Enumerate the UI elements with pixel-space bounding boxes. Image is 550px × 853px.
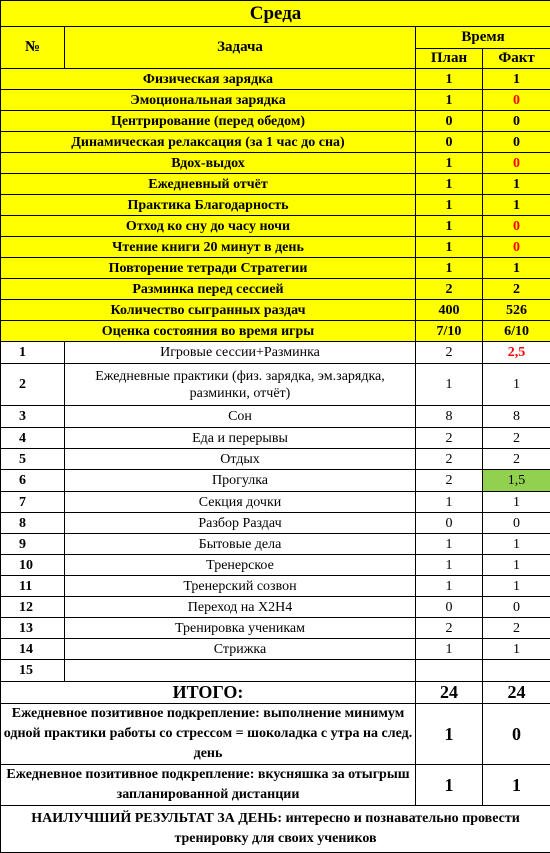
reinforcement-plan: 1: [416, 704, 483, 765]
practice-plan: 1: [416, 216, 483, 237]
practice-fact: 0: [483, 90, 550, 111]
practice-fact: 0: [483, 153, 550, 174]
time-row: [1, 428, 550, 449]
practice-row: [1, 216, 550, 237]
practice-task: Вдох-выдох: [1, 153, 416, 174]
time-row-plan: 1: [416, 492, 483, 513]
time-row-fact: 1: [483, 555, 550, 576]
time-row-fact: 2: [483, 449, 550, 470]
practice-plan: 0: [416, 111, 483, 132]
total-label: ИТОГО:: [1, 682, 416, 704]
time-row: [1, 660, 550, 682]
time-row-fact: 0: [483, 513, 550, 534]
practice-plan: 1: [416, 237, 483, 258]
practice-row: [1, 111, 550, 132]
practice-plan: 0: [416, 132, 483, 153]
time-row: [1, 597, 550, 618]
time-row-num: 11: [1, 576, 65, 597]
practice-row: [1, 300, 550, 321]
time-row-num: 2: [1, 364, 65, 406]
time-row: [1, 618, 550, 639]
practice-plan: 7/10: [416, 321, 483, 342]
time-row: [1, 406, 550, 428]
reinforcement-text: Ежедневное позитивное подкрепление: вкусняшка за отыгрыш запланированной дистанции: [1, 765, 416, 806]
practice-row: [1, 195, 550, 216]
time-row: [1, 576, 550, 597]
reinforcement-plan: 1: [416, 765, 483, 806]
time-row-task: Секция дочки: [65, 492, 416, 513]
time-row: [1, 342, 550, 364]
time-row-fact: 1,5: [483, 470, 550, 492]
time-row-task: Разбор Раздач: [65, 513, 416, 534]
time-row-plan: [416, 660, 483, 682]
reinforcement-row: [1, 765, 550, 806]
time-row-num: 13: [1, 618, 65, 639]
time-row-task: Еда и перерывы: [65, 428, 416, 449]
total-fact: 24: [483, 682, 550, 704]
time-row-num: 1: [1, 342, 65, 364]
time-row-task: Стрижка: [65, 639, 416, 660]
time-row: [1, 492, 550, 513]
practice-plan: 1: [416, 153, 483, 174]
practice-plan: 1: [416, 174, 483, 195]
time-row-fact: 0: [483, 597, 550, 618]
time-row-num: 3: [1, 406, 65, 428]
practice-plan: 1: [416, 90, 483, 111]
time-row-num: 8: [1, 513, 65, 534]
time-row-task: Сон: [65, 406, 416, 428]
practice-fact: 0: [483, 237, 550, 258]
practice-fact: 0: [483, 216, 550, 237]
time-row-plan: 1: [416, 364, 483, 406]
practice-fact: 1: [483, 174, 550, 195]
time-row-plan: 0: [416, 513, 483, 534]
time-row-task: [65, 660, 416, 682]
time-row: [1, 555, 550, 576]
time-row-plan: 2: [416, 618, 483, 639]
time-row-num: 7: [1, 492, 65, 513]
time-row-fact: 2: [483, 428, 550, 449]
practice-fact: 1: [483, 258, 550, 279]
time-row-task: Бытовые дела: [65, 534, 416, 555]
time-row-fact: 2,5: [483, 342, 550, 364]
header-num: №: [1, 27, 65, 69]
time-row-plan: 1: [416, 576, 483, 597]
time-row-plan: 1: [416, 534, 483, 555]
time-row-task: Прогулка: [65, 470, 416, 492]
time-row-num: 5: [1, 449, 65, 470]
time-row-plan: 2: [416, 342, 483, 364]
time-row-plan: 1: [416, 555, 483, 576]
practice-fact: 0: [483, 132, 550, 153]
time-row-num: 15: [1, 660, 65, 682]
practice-task: Отход ко сну до часу ночи: [1, 216, 416, 237]
time-row-task: Ежедневные практики (физ. зарядка, эм.зарядка, разминки, отчёт): [65, 364, 416, 406]
practice-task: Практика Благодарность: [1, 195, 416, 216]
time-row-task: Отдых: [65, 449, 416, 470]
time-row-num: 14: [1, 639, 65, 660]
time-row-task: Тренерское: [65, 555, 416, 576]
practice-row: [1, 174, 550, 195]
practice-task: Чтение книги 20 минут в день: [1, 237, 416, 258]
practice-fact: 1: [483, 69, 550, 90]
time-row-plan: 2: [416, 449, 483, 470]
time-row-plan: 2: [416, 428, 483, 449]
practice-plan: 1: [416, 195, 483, 216]
total-plan: 24: [416, 682, 483, 704]
practice-row: [1, 132, 550, 153]
practice-plan: 1: [416, 258, 483, 279]
reinforcement-fact: 1: [483, 765, 550, 806]
practice-fact: 1: [483, 195, 550, 216]
practice-row: [1, 153, 550, 174]
time-row-num: 9: [1, 534, 65, 555]
time-row-fact: 1: [483, 492, 550, 513]
time-row-plan: 1: [416, 639, 483, 660]
practice-row: [1, 258, 550, 279]
reinforcement-text: Ежедневное позитивное подкрепление: выполнение минимум одной практики работы со стрессом = шоколадка с утра на след. день: [1, 704, 416, 765]
time-row-num: 12: [1, 597, 65, 618]
time-row-task: Игровые сессии+Разминка: [65, 342, 416, 364]
practice-fact: 526: [483, 300, 550, 321]
practice-task: Ежедневный отчёт: [1, 174, 416, 195]
practice-fact: 2: [483, 279, 550, 300]
practice-row: [1, 237, 550, 258]
time-row-num: 6: [1, 470, 65, 492]
best-result: [1, 806, 550, 853]
time-row-task: Тренировка ученикам: [65, 618, 416, 639]
header-time: Время: [416, 27, 550, 49]
practice-row: [1, 69, 550, 90]
time-row: [1, 470, 550, 492]
time-row-fact: 1: [483, 639, 550, 660]
practice-fact: 6/10: [483, 321, 550, 342]
time-row: [1, 364, 550, 406]
time-row-fact: 1: [483, 576, 550, 597]
time-row-task: Тренерский созвон: [65, 576, 416, 597]
best-result-label: НАИЛУЧШИЙ РЕЗУЛЬТАТ ЗА ДЕНЬ:: [31, 811, 282, 826]
practice-task: Динамическая релаксация (за 1 час до сна): [1, 132, 416, 153]
time-row: [1, 639, 550, 660]
time-row-fact: 1: [483, 364, 550, 406]
time-row: [1, 534, 550, 555]
practice-row: [1, 90, 550, 111]
best-result-text: интересно и познавательно провести тренировку для своих учеников: [174, 811, 519, 846]
time-row-fact: 2: [483, 618, 550, 639]
practice-task: Разминка перед сессией: [1, 279, 416, 300]
reinforcement-row: [1, 704, 550, 765]
time-row-plan: 0: [416, 597, 483, 618]
time-row-fact: 8: [483, 406, 550, 428]
time-row: [1, 449, 550, 470]
practice-task: Количество сыгранных раздач: [1, 300, 416, 321]
practice-task: Центрирование (перед обедом): [1, 111, 416, 132]
practice-fact: 0: [483, 111, 550, 132]
total-row: [1, 682, 550, 704]
header-task: Задача: [65, 27, 416, 69]
practice-plan: 1: [416, 69, 483, 90]
day-title: Среда: [1, 1, 550, 27]
time-row-num: 4: [1, 428, 65, 449]
time-row-task: Переход на X2H4: [65, 597, 416, 618]
time-row-num: 10: [1, 555, 65, 576]
header-fact: Факт: [483, 49, 550, 69]
practice-task: Эмоциональная зарядка: [1, 90, 416, 111]
reinforcement-fact: 0: [483, 704, 550, 765]
time-row-plan: 2: [416, 470, 483, 492]
practice-task: Оценка состояния во время игры: [1, 321, 416, 342]
practice-task: Повторение тетради Стратегии: [1, 258, 416, 279]
time-row-fact: [483, 660, 550, 682]
header-plan: План: [416, 49, 483, 69]
practice-row: [1, 279, 550, 300]
time-row-fact: 1: [483, 534, 550, 555]
time-row: [1, 513, 550, 534]
practice-plan: 2: [416, 279, 483, 300]
best-result-row: [1, 806, 550, 853]
practice-plan: 400: [416, 300, 483, 321]
practice-task: Физическая зарядка: [1, 69, 416, 90]
practice-row: [1, 321, 550, 342]
time-row-plan: 8: [416, 406, 483, 428]
